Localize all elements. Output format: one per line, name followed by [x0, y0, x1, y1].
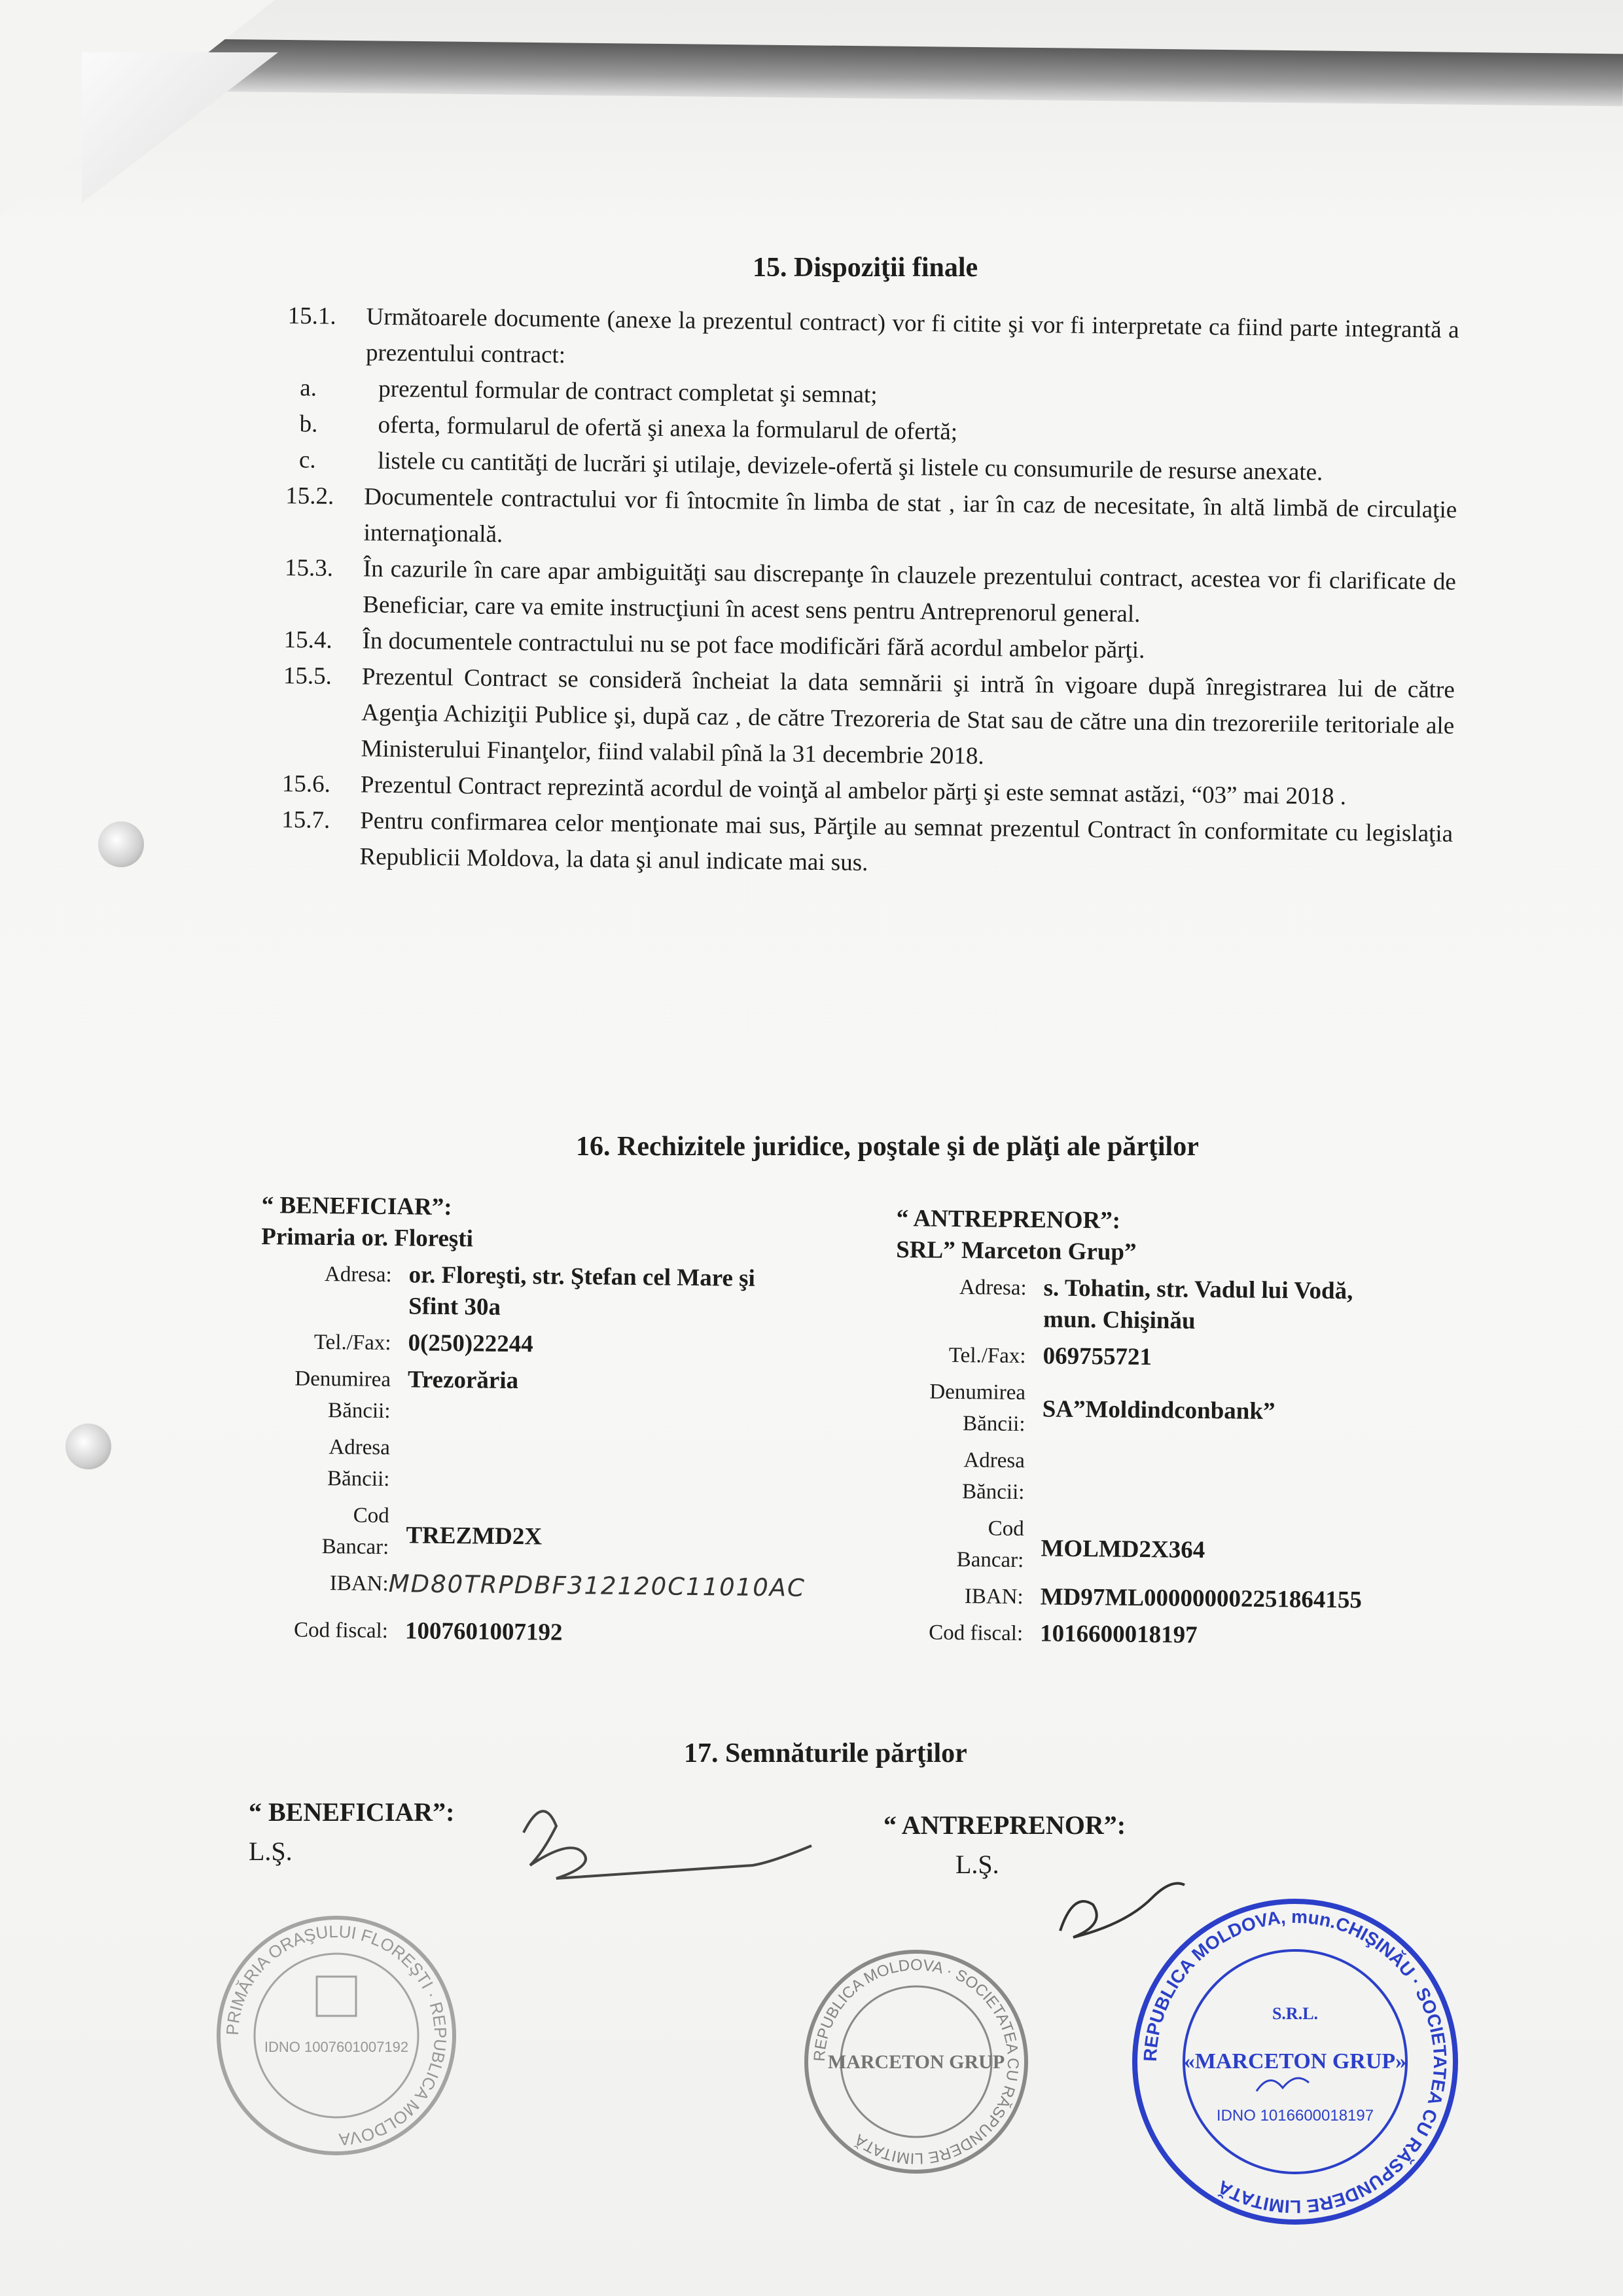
- clause: 15.6. Prezentul Contract reprezintă acordul de voinţă al ambelor părţi şi este semnat astăzi, “03” mai 2018 .: [281, 770, 1347, 810]
- beneficiar-tel: 0(250)22244: [408, 1329, 533, 1358]
- left-stamp: [219, 1918, 454, 2153]
- middle-stamp-ring-text: REPUBLICA MOLDOVA · SOCIETATEA CU RĂSPUNDERE LIMITATĂ: [810, 1956, 1022, 2168]
- clause: 15.1. Următoarele documente (anexe la prezentul contract) vor fi citite şi vor fi interpretate ca fiind parte integrantă a prezentului contract:: [287, 302, 1459, 369]
- right-stamp-center-text: «MARCETON GRUP»: [1183, 2049, 1407, 2073]
- antreprenor-fiscal-code: 1016600018197: [1039, 1620, 1198, 1649]
- right-stamp-top-text: S.R.L.: [1272, 2004, 1319, 2023]
- beneficiar-name: Primaria or. Floreşti: [261, 1223, 474, 1253]
- left-stamp-ring-text: PRIMĂRIA ORAŞULUI FLOREŞTI · REPUBLICA MOLDOVA: [222, 1921, 451, 2150]
- clause: 15.5. Prezentul Contract se consideră încheiat la data semnării şi intră în vigoare după înregistrarea lui de către Agenţia Achiziţii Publice şi, după caz , de către Trezoreria de Stat sau de către una din trezoreriile teritoriale ale Ministerului Finanţelor, fiind valabil pînă la 31 decembrie 2018.: [283, 662, 1455, 770]
- beneficiar-role: “ BENEFICIAR”:: [261, 1191, 452, 1221]
- antreprenor-signature: [1060, 1884, 1185, 1938]
- sub-clause: a. prezentul formular de contract completat şi semnat;: [300, 374, 878, 409]
- antreprenor-role: “ ANTREPRENOR”:: [896, 1204, 1121, 1234]
- antreprenor-name: SRL” Marceton Grup”: [896, 1236, 1137, 1266]
- section-15-title: 15. Dispoziţii finale: [753, 253, 978, 283]
- clause: 15.2. Documentele contractului vor fi întocmite în limba de stat , iar în caz de necesitate, în altă limbă de circulaţie internaţională.: [285, 482, 1457, 548]
- beneficiar-signature-label: “ BENEFICIAR”:: [249, 1797, 455, 1827]
- right-stamp-idno: IDNO 1016600018197: [1216, 2107, 1374, 2125]
- clause: 15.4. În documentele contractului nu se pot face modificări fără acordul ambelor părţi.: [283, 626, 1145, 664]
- middle-stamp: [806, 1952, 1026, 2172]
- beneficiar-signature: [524, 1811, 812, 1878]
- antreprenor-bank: SA”Moldindconbank”: [1042, 1395, 1275, 1426]
- left-stamp-center-text: IDNO 1007601007192: [264, 2039, 409, 2055]
- clause: 15.7. Pentru confirmarea celor menţionate mai sus, Părţile au semnat prezentul Contract în conformitate cu legislaţia Republicii Moldova, la data şi anul indicate mai sus.: [281, 806, 1454, 876]
- right-stamp-blue: [1135, 1901, 1455, 2222]
- beneficiar-address: or. Floreşti, str. Ştefan cel Mare şi Sfint 30a: [408, 1261, 756, 1321]
- antreprenor-details: “ ANTREPRENOR”: SRL” Marceton Grup” Adresa: s. Tohatin, str. Vadul lui Vodă, mun. Chişinău Tel./Fax: 069755721 Denumirea Băncii: SA”Moldindconbank” Adresa Băncii: Cod Bancar: MOLMD2X364 IBAN: MD97ML000000002251864155 Cod fiscal: 1016600018197: [892, 1203, 1486, 1654]
- beneficiar-bank-code: TREZMD2X: [406, 1522, 543, 1551]
- beneficiar-fiscal-code: 1007601007192: [404, 1617, 563, 1646]
- middle-stamp-center-text: MARCETON GRUP: [827, 2051, 1005, 2073]
- section-16-title: 16. Rechizitele juridice, poştale şi de plăţi ale părţilor: [576, 1132, 1199, 1162]
- clause: 15.3. În cazurile în care apar ambiguităţi sau discrepanţe în clauzele prezentului contract, acestea vor fi clarificate de Beneficiar, care va emite instrucţiuni în acest sens pentru Antreprenorul general.: [284, 554, 1457, 628]
- antreprenor-ls: L.Ş.: [955, 1850, 999, 1879]
- beneficiar-details: “ BENEFICIAR”: Primaria or. Floreşti Adresa: or. Floreşti, str. Ştefan cel Mare şi Sfint 30a Tel./Fax: 0(250)22244 Denumirea Băncii: Trezorăria Adresa Băncii: Cod Bancar: TREZMD2X IBAN: MD80TRPDBF312120C11010AC Cod fiscal: 1007601007192: [257, 1190, 851, 1651]
- beneficiar-ls: L.Ş.: [249, 1837, 293, 1866]
- beneficiar-bank: Trezorăria: [407, 1366, 519, 1395]
- section-17-title: 17. Semnăturile părţilor: [684, 1738, 967, 1768]
- right-stamp-ring-text: REPUBLICA MOLDOVA, mun.CHIŞINĂU · SOCIETATEA CU RĂSPUNDERE LIMITATĂ: [1139, 1906, 1451, 2217]
- antreprenor-iban: MD97ML000000002251864155: [1040, 1583, 1363, 1614]
- antreprenor-signature-label: “ ANTREPRENOR”:: [883, 1810, 1126, 1840]
- antreprenor-tel: 069755721: [1043, 1342, 1152, 1371]
- sub-clause: c. listele cu cantităţi de lucrări şi utilaje, devizele-ofertă şi listele cu consumurile de resurse anexate.: [298, 446, 1323, 486]
- antreprenor-bank-code: MOLMD2X364: [1041, 1535, 1205, 1564]
- antreprenor-address: s. Tohatin, str. Vadul lui Vodă, mun. Chişinău: [1043, 1274, 1353, 1335]
- beneficiar-iban-handwritten: MD80TRPDBF312120C11010AC: [388, 1570, 806, 1602]
- sub-clause: b. oferta, formularul de ofertă şi anexa la formularul de ofertă;: [299, 410, 958, 446]
- svg-text:PRIMĂRIA ORAŞULUI FLOREŞTI · R: [223, 1922, 450, 2149]
